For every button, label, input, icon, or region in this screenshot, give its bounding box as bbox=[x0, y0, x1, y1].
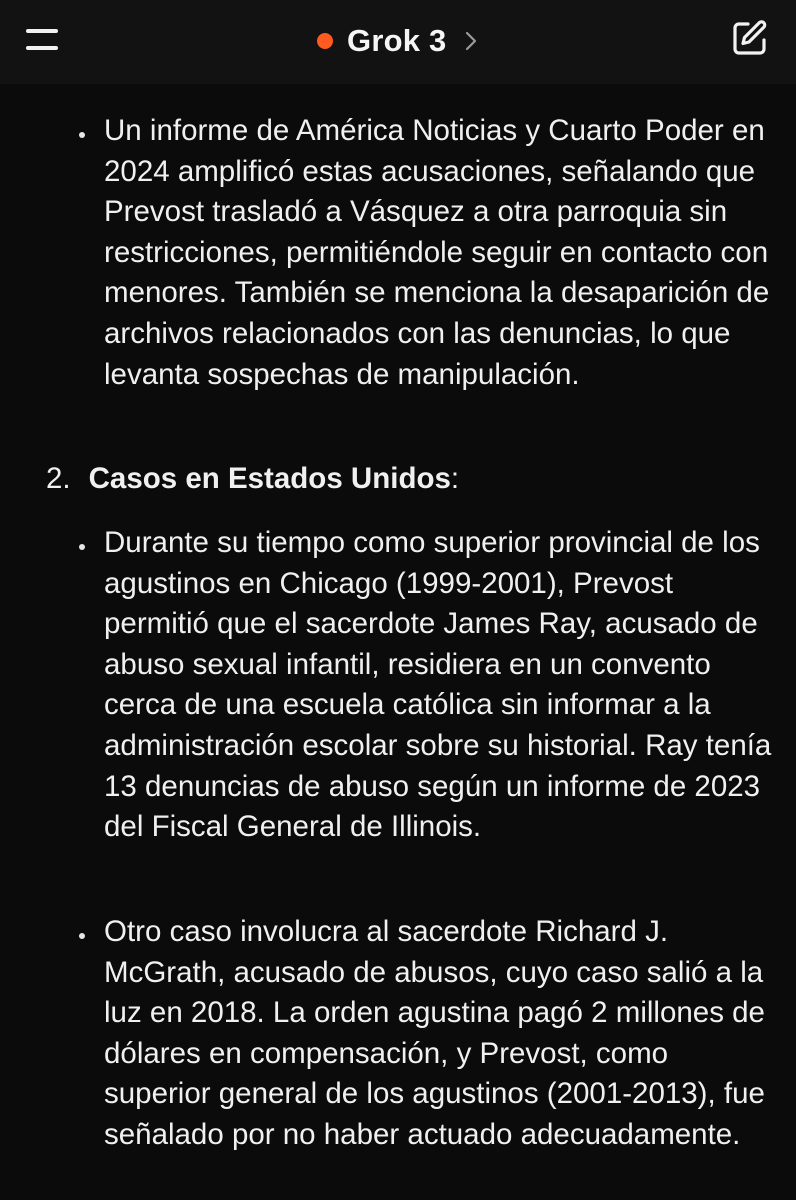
status-dot-icon bbox=[317, 33, 333, 49]
section-number: 2. bbox=[46, 462, 71, 495]
bullet-dot bbox=[79, 544, 85, 550]
chat-message bbox=[0, 84, 796, 1200]
section-suffix: : bbox=[450, 462, 460, 495]
model-name: Grok 3 bbox=[347, 23, 447, 58]
top-bar bbox=[0, 0, 796, 84]
edit-icon-graphic bbox=[730, 18, 770, 58]
section-heading bbox=[46, 459, 459, 499]
menu-line bbox=[26, 29, 58, 33]
section-title: Casos en Estados Unidos bbox=[88, 462, 451, 495]
list-item: Otro caso involucra al sacerdote Richard J. McGrath, acusado de abusos, cuyo caso salió a la luz en 2018. La orden agustina pagó 2 millones de dólares en compensación, y Prevost, como superior general de los agustinos (2001-2013), fue señalado por no haber actuado adecuadamente. bbox=[104, 915, 765, 1151]
menu-line bbox=[26, 46, 58, 50]
bullet-dot bbox=[79, 132, 85, 138]
list-item: Durante su tiempo como superior provincial de los agustinos en Chicago (1999-2001), Prevost permitió que el sacerdote James Ray, acusado de abuso sexual infantil, residiera en un convento cerca de una escuela católica sin informar a la administración escolar sobre su historial. Ray tenía 13 denuncias de abuso según un informe de 2023 del Fiscal General de Illinois. bbox=[104, 526, 772, 844]
new-chat-edit-icon[interactable] bbox=[730, 18, 770, 58]
bullet-dot bbox=[79, 933, 85, 939]
list-item: Un informe de América Noticias y Cuarto Poder en 2024 amplificó estas acusaciones, señalando que Prevost trasladó a Vásquez a otra parroquia sin restricciones, permitiéndole seguir en contacto con menores. También se menciona la desaparición de archivos relacionados con las denuncias, lo que levanta sospechas de manipulación. bbox=[104, 114, 770, 391]
model-selector[interactable] bbox=[310, 18, 478, 64]
hamburger-menu-icon[interactable] bbox=[22, 22, 62, 58]
chevron-right-icon bbox=[464, 30, 478, 52]
